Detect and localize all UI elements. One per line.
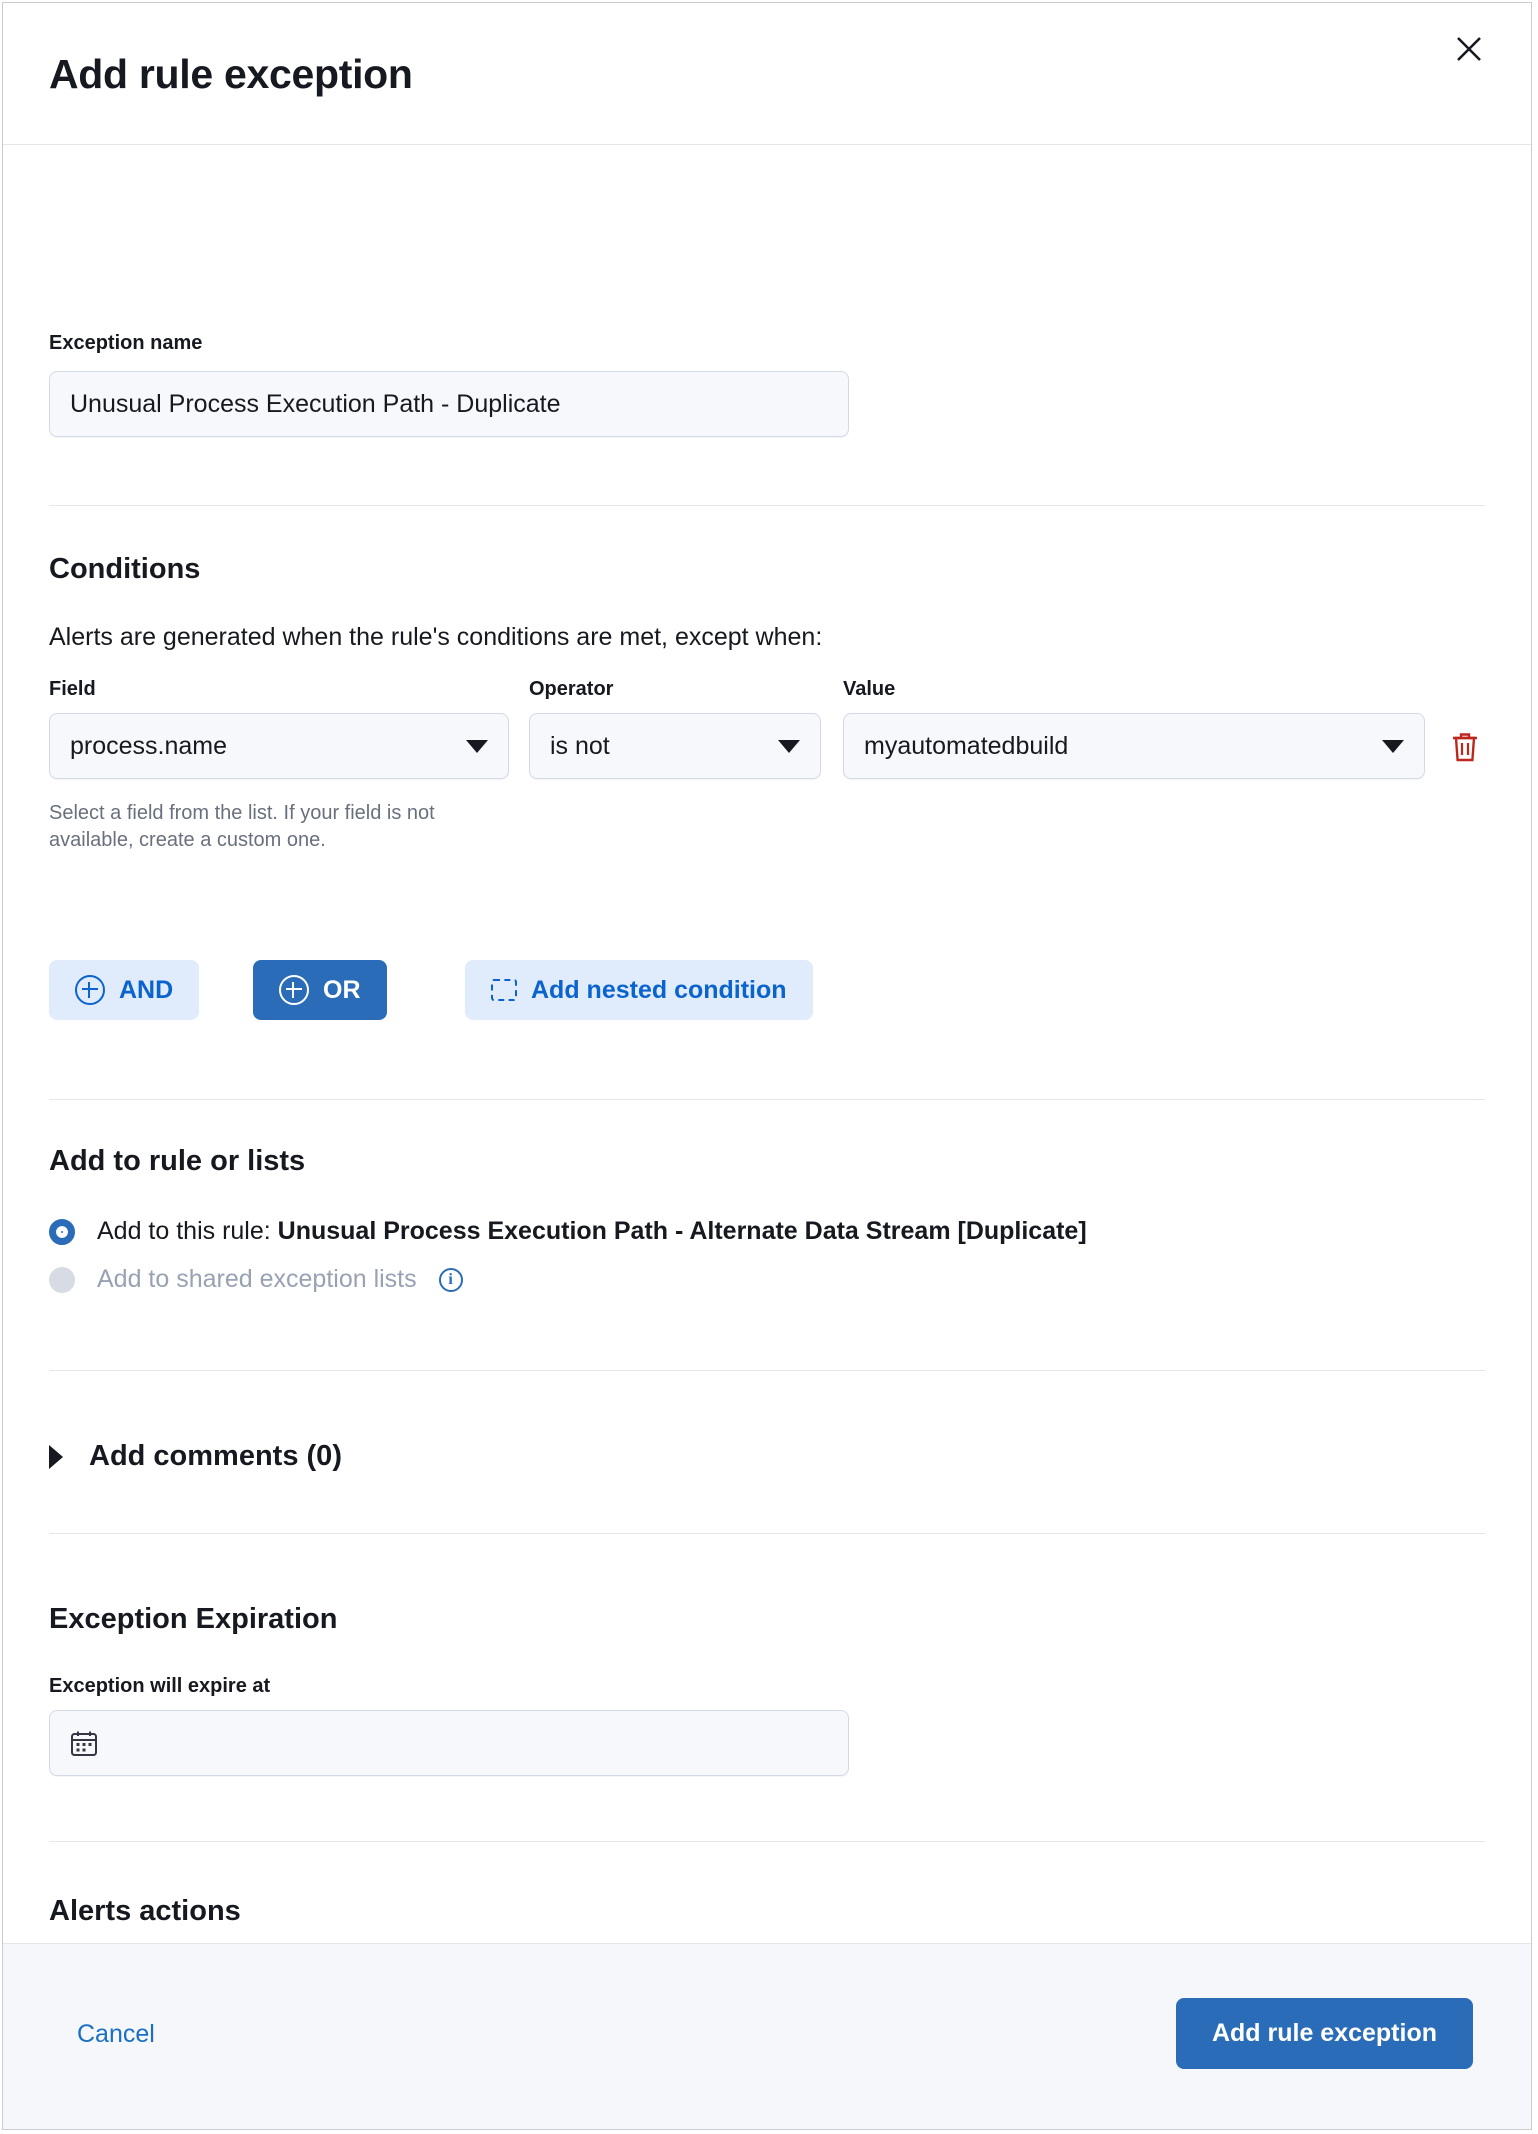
column-header-value: Value — [843, 678, 896, 700]
conditions-title: Conditions — [49, 553, 201, 585]
cancel-button[interactable]: Cancel — [77, 2020, 155, 2048]
modal-footer — [3, 1943, 1531, 2129]
page-title: Add rule exception — [49, 51, 413, 97]
expiration-field-label: Exception will expire at — [49, 1675, 271, 1697]
trash-icon[interactable] — [1443, 725, 1487, 769]
add-to-title: Add to rule or lists — [49, 1145, 306, 1177]
add-comments-toggle[interactable] — [49, 1440, 342, 1473]
radio-add-to-this-rule-label: Add to this rule: — [97, 1217, 278, 1245]
radio-selected-icon — [49, 1219, 75, 1245]
alerts-actions-title: Alerts actions — [49, 1895, 241, 1927]
chevron-down-icon — [778, 740, 800, 753]
exception-name-label: Exception name — [49, 332, 203, 354]
operator-select[interactable] — [529, 713, 821, 779]
radio-add-to-shared-lists-label: Add to shared exception lists — [97, 1265, 417, 1293]
divider-4 — [49, 1533, 1485, 1534]
add-nested-condition-button[interactable] — [465, 960, 813, 1020]
exception-name-input[interactable]: Unusual Process Execution Path - Duplicate — [49, 371, 849, 437]
info-icon[interactable]: i — [439, 1268, 463, 1292]
expiration-date-input[interactable] — [49, 1710, 849, 1776]
add-and-condition-button[interactable] — [49, 960, 199, 1020]
calendar-icon — [70, 1729, 98, 1757]
nested-brackets-icon — [491, 979, 517, 1001]
add-or-condition-label: OR — [323, 975, 361, 1004]
value-select[interactable] — [843, 713, 1425, 779]
close-icon[interactable] — [1447, 27, 1491, 71]
column-header-field: Field — [49, 678, 96, 700]
operator-select-value: is not — [550, 731, 610, 760]
value-select-value: myautomatedbuild — [864, 731, 1069, 760]
chevron-down-icon — [466, 740, 488, 753]
field-hint-text: Select a field from the list. If your field is not available, create a custom one. — [49, 802, 435, 851]
plus-circle-icon — [75, 975, 105, 1005]
exception-name-group — [49, 332, 849, 437]
conditions-description: Alerts are generated when the rule's conditions are met, except when: — [49, 623, 823, 651]
add-or-condition-button[interactable] — [253, 960, 387, 1020]
add-nested-condition-label: Add nested condition — [531, 975, 787, 1004]
plus-circle-icon — [279, 975, 309, 1005]
column-header-operator: Operator — [529, 678, 614, 700]
divider-5 — [49, 1841, 1485, 1842]
modal-body — [3, 145, 1531, 1943]
radio-add-to-shared-lists[interactable] — [49, 1265, 463, 1294]
chevron-down-icon — [1382, 740, 1404, 753]
divider-1 — [49, 505, 1485, 506]
expiration-title: Exception Expiration — [49, 1603, 338, 1635]
radio-unselected-icon — [49, 1267, 75, 1293]
divider-2 — [49, 1099, 1485, 1100]
radio-add-to-this-rule[interactable] — [49, 1217, 1087, 1246]
add-and-condition-label: AND — [119, 975, 174, 1004]
field-select-value: process.name — [70, 731, 228, 760]
add-comments-label: Add comments (0) — [89, 1440, 342, 1472]
chevron-right-icon — [49, 1445, 63, 1469]
modal-header — [3, 3, 1531, 145]
divider-3 — [49, 1370, 1485, 1371]
field-select[interactable] — [49, 713, 509, 779]
add-rule-exception-modal — [2, 2, 1532, 2130]
add-rule-exception-button[interactable]: Add rule exception — [1176, 1998, 1473, 2069]
radio-add-to-this-rule-rulename: Unusual Process Execution Path - Alternate Data Stream [Duplicate] — [277, 1217, 1087, 1245]
